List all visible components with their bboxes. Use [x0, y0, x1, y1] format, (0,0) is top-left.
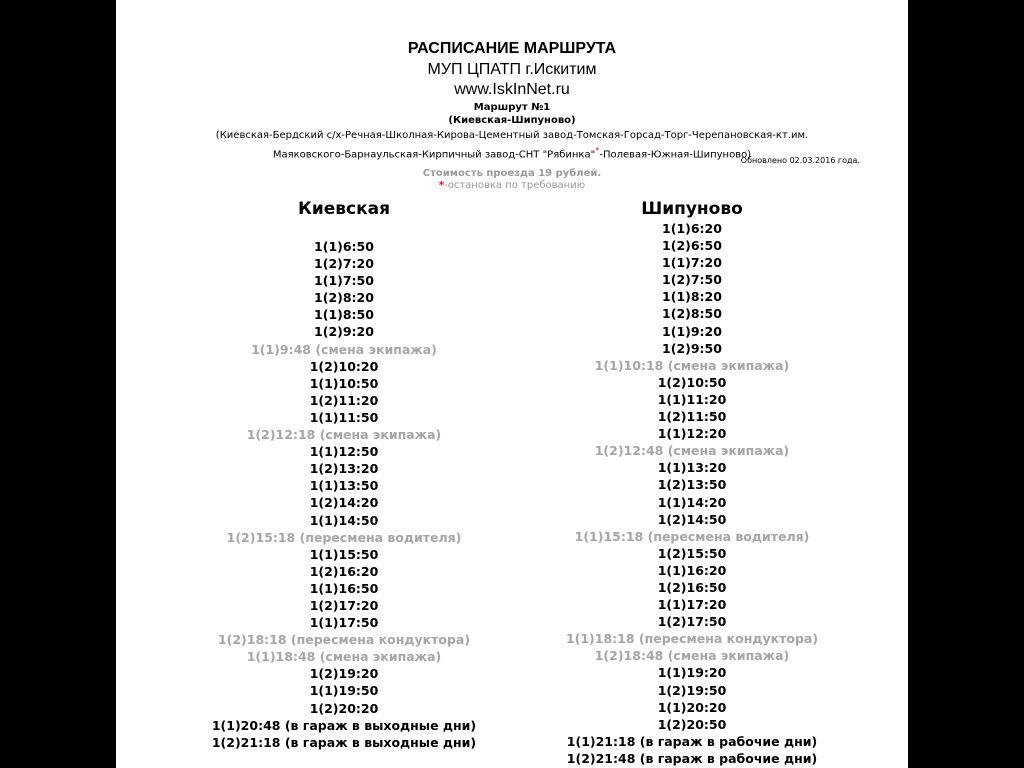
departure-time: 1(2)14:50: [657, 511, 727, 527]
departure-time: 1(1)15:50: [309, 546, 379, 562]
departure-time: 1(2)12:48 (смена экипажа): [594, 443, 790, 459]
departure-time: 1(2)15:50: [657, 545, 727, 561]
departure-time: 1(1)19:20: [657, 665, 727, 681]
departure-time: 1(2)10:50: [657, 374, 727, 390]
departure-time: 1(2)16:20: [309, 563, 379, 579]
departure-time: 1(2)15:18 (пересмена водителя): [226, 529, 462, 545]
organization-name: МУП ЦПАТП г.Искитим: [427, 61, 597, 78]
route-stops-part1: (Киевская-Бердский с/х-Речная-Школная-Кирова-Цементный завод-Томская-Горсад-Торг-Черепановская-кт.им. Маяковского-Барнаульская-Кирпичный завод-СНТ "Рябинка": [215, 130, 809, 161]
request-stop-note: [116, 180, 908, 191]
departure-time: 1(2)9:20: [314, 324, 374, 340]
departure-time: 1(2)17:20: [309, 597, 379, 613]
departure-time: 1(1)10:50: [309, 375, 379, 391]
departure-time: 1(1)10:18 (смена экипажа): [594, 357, 790, 373]
departure-time: 1(2)20:20: [309, 700, 379, 716]
departure-time: 1(1)20:48 (в гараж в выходные дни): [211, 717, 477, 733]
departure-time: 1(2)14:20: [309, 495, 379, 511]
route-name: (Киевская-Шипуново): [448, 115, 576, 126]
departure-time: 1(1)21:18 (в гараж в рабочие дни): [566, 733, 818, 749]
departure-time: 1(1)18:18 (пересмена кондуктора): [565, 631, 819, 647]
departure-time: 1(2)10:20: [309, 358, 379, 374]
departure-time: 1(2)7:20: [314, 256, 374, 272]
departure-time: 1(1)8:50: [314, 307, 374, 323]
departure-time: 1(1)11:50: [309, 409, 379, 425]
departure-time: 1(1)17:50: [309, 615, 379, 631]
departure-time: 1(2)11:20: [309, 392, 379, 408]
departure-list: [154, 238, 534, 751]
departure-time: 1(2)12:18 (смена экипажа): [246, 427, 442, 443]
departure-time: 1(1)19:50: [309, 683, 379, 699]
website-text: www.IskInNet.ru: [454, 81, 570, 98]
route-number: Маршрут №1: [473, 102, 551, 113]
departure-time: 1(2)11:50: [657, 409, 727, 425]
departure-time: 1(2)19:50: [657, 682, 727, 698]
column-title: Шипуново: [641, 199, 743, 219]
departure-time: 1(1)20:20: [657, 699, 727, 715]
departure-time: 1(2)21:48 (в гараж в рабочие дни): [566, 750, 818, 766]
column-shipunovo: [502, 198, 882, 767]
departure-time: 1(1)17:20: [657, 597, 727, 613]
departure-time: 1(1)13:20: [657, 460, 727, 476]
departure-time: 1(1)8:20: [662, 289, 722, 305]
updated-date: Обновлено 02.03.2016 года.: [740, 156, 860, 165]
departure-time: 1(2)17:50: [657, 614, 727, 630]
departure-time: 1(1)16:50: [309, 580, 379, 596]
schedule-page: [116, 0, 908, 768]
departure-time: 1(2)20:50: [657, 716, 727, 732]
departure-time: 1(2)7:50: [662, 272, 722, 288]
departure-time: 1(1)7:50: [314, 273, 374, 289]
departure-time: 1(1)13:50: [309, 478, 379, 494]
departure-time: 1(2)16:50: [657, 579, 727, 595]
departure-time: 1(1)6:20: [662, 221, 722, 236]
departure-time: 1(1)14:50: [309, 512, 379, 528]
departure-time: 1(2)13:50: [657, 477, 727, 493]
departure-time: 1(2)6:50: [662, 238, 722, 254]
note-text: -остановка по требованию: [444, 180, 586, 191]
departure-time: 1(2)21:18 (в гараж в выходные дни): [211, 734, 477, 750]
page-title: РАСПИСАНИЕ МАРШРУТА: [407, 40, 617, 57]
note-star: *: [438, 180, 445, 191]
departure-time: 1(1)11:20: [657, 391, 727, 407]
departure-time: 1(1)12:50: [309, 444, 379, 460]
departure-time: 1(1)7:20: [662, 255, 722, 271]
departure-time: 1(1)12:20: [657, 426, 727, 442]
departure-time: 1(1)16:20: [657, 562, 727, 578]
departure-time: 1(1)9:48 (смена экипажа): [251, 341, 437, 357]
departure-time: 1(2)19:20: [309, 666, 379, 682]
departure-time: 1(2)18:18 (пересмена кондуктора): [217, 632, 471, 648]
departure-time: 1(2)8:20: [314, 290, 374, 306]
departure-time: 1(1)15:18 (пересмена водителя): [574, 528, 810, 544]
departure-time: 1(2)9:50: [662, 340, 722, 356]
fare-price: Стоимость проезда 19 рублей.: [422, 168, 602, 179]
departure-time: 1(2)18:48 (смена экипажа): [594, 648, 790, 664]
departure-time: 1(1)6:50: [314, 239, 374, 254]
departure-time: 1(1)14:20: [657, 494, 727, 510]
departure-list: [502, 220, 882, 767]
column-kievskaya: [154, 198, 534, 751]
column-title: Киевская: [297, 199, 391, 219]
departure-time: 1(1)9:20: [662, 323, 722, 339]
request-stop-star: *: [595, 145, 600, 155]
departure-time: 1(2)13:20: [309, 461, 379, 477]
departure-time: 1(2)8:50: [662, 306, 722, 322]
route-stops-part2: -Полевая-Южная-Шипуново): [599, 149, 752, 161]
departure-time: 1(1)18:48 (смена экипажа): [246, 649, 442, 665]
route-stops: [192, 128, 832, 162]
